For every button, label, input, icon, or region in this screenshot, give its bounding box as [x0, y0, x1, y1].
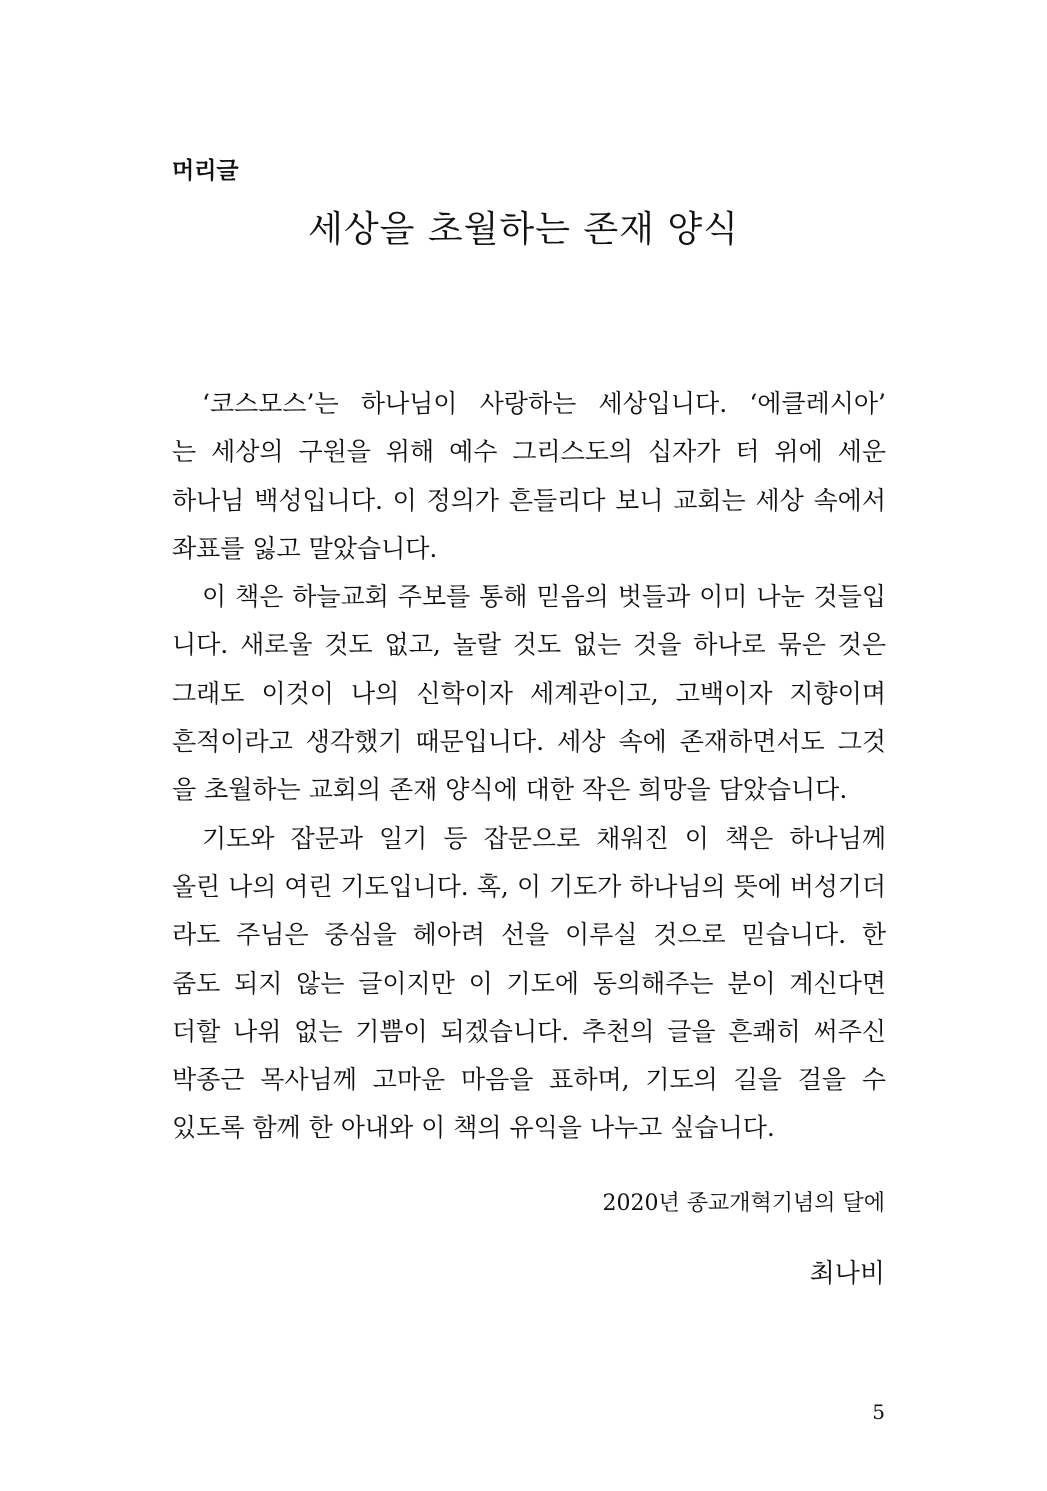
text-line: 줌도 되지 않는 글이지만 이 기도에 동의해주는 분이 계신다면 [172, 968, 886, 998]
text-line: 흔적이라고 생각했기 때문입니다. 세상 속에 존재하면서도 그것 [172, 727, 886, 757]
text-line: 좌표를 잃고 말았습니다. [172, 533, 438, 563]
dateline: 2020년 종교개혁기념의 달에 [602, 1191, 885, 1216]
text-line: 있도록 함께 한 아내와 이 책의 유익을 나누고 싶습니다. [172, 1113, 775, 1143]
text-line: 더할 나위 없는 기쁨이 되겠습니다. 추천의 글을 흔쾌히 써주신 [172, 1016, 886, 1046]
text-line: 하나님 백성입니다. 이 정의가 흔들리다 보니 교회는 세상 속에서 [172, 485, 886, 515]
preface-body [172, 380, 886, 1153]
text-line: ‘코스모스’는 하나님이 사랑하는 세상입니다. ‘에클레시아’ [202, 389, 886, 418]
paragraph-3 [172, 815, 886, 1153]
page-title: 세상을 초월하는 존재 양식 [308, 209, 739, 250]
text-line: 그래도 이것이 나의 신학이자 세계관이고, 고백이자 지향이며 [172, 678, 886, 708]
text-line: 올린 나의 여린 기도입니다. 혹, 이 기도가 하나님의 뜻에 버성기더 [172, 871, 886, 901]
text-line: 이 책은 하늘교회 주보를 통해 믿음의 벗들과 이미 나눈 것들입 [202, 582, 886, 612]
text-line: 박종근 목사님께 고마운 마음을 표하며, 기도의 길을 걸을 수 [172, 1065, 886, 1095]
author-signature: 최나비 [809, 1259, 885, 1289]
text-line: 는 세상의 구원을 위해 예수 그리스도의 십자가 터 위에 세운 [172, 437, 886, 467]
text-line: 니다. 새로울 것도 없고, 놀랄 것도 없는 것을 하나로 묶은 것은 [172, 630, 886, 660]
section-label: 머리글 [172, 158, 239, 184]
paragraph-2 [172, 573, 886, 814]
text-line: 기도와 잡문과 일기 등 잡문으로 채워진 이 책은 하나님께 [202, 823, 886, 853]
paragraph-1 [172, 380, 886, 573]
page-number: 5 [872, 1400, 885, 1424]
text-line: 을 초월하는 교회의 존재 양식에 대한 작은 희망을 담았습니다. [172, 775, 848, 805]
text-line: 라도 주님은 중심을 헤아려 선을 이루실 것으로 믿습니다. 한 [172, 920, 886, 950]
